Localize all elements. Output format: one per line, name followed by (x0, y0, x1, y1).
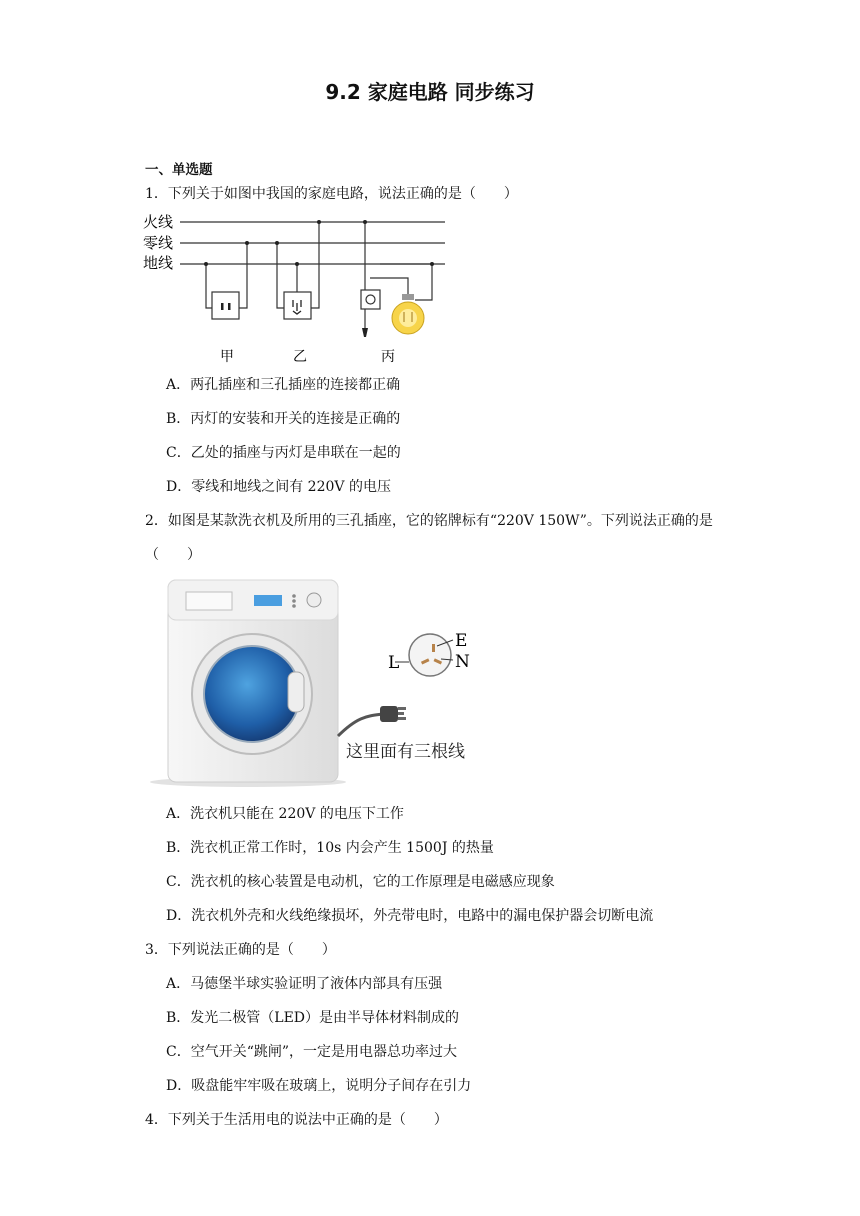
wire-label-neutral: 零线 (143, 234, 174, 252)
q2-option-d: D．洗衣机外壳和火线绝缘损坏，外壳带电时，电路中的漏电保护器会切断电流 (166, 908, 654, 924)
wire-label-live: 火线 (143, 213, 174, 231)
question-1-stem: 1．下列关于如图中我国的家庭电路，说法正确的是（ ） (145, 186, 518, 202)
sub-label-bing: 丙 (381, 349, 395, 365)
q3-option-a: A．马德堡半球实验证明了液体内部具有压强 (166, 976, 443, 992)
q1-option-d: D．零线和地线之间有 220V 的电压 (166, 479, 391, 495)
q2-option-c: C．洗衣机的核心装置是电动机，它的工作原理是电磁感应现象 (166, 874, 555, 890)
question-4-stem: 4．下列关于生活用电的说法中正确的是（ ） (145, 1112, 448, 1128)
question-2-stem: 2．如图是某款洗衣机及所用的三孔插座，它的铭牌标有“220V 150W”。下列说法正确的是（ ） (145, 513, 713, 563)
q1-option-c: C．乙处的插座与丙灯是串联在一起的 (166, 445, 401, 461)
three-hole-socket-icon (395, 634, 453, 676)
figure-caption: 这里面有三根线 (346, 742, 465, 762)
q1-option-a: A．两孔插座和三孔插座的连接都正确 (166, 377, 401, 393)
q3-option-d: D．吸盘能牢牢吸在玻璃上，说明分子间存在引力 (166, 1078, 472, 1094)
socket-label-n: N (455, 652, 470, 672)
socket-label-l: L (388, 653, 400, 673)
q2-option-a: A．洗衣机只能在 220V 的电压下工作 (166, 806, 404, 822)
sub-label-jia: 甲 (220, 349, 234, 365)
q3-option-c: C．空气开关“跳闸”，一定是用电器总功率过大 (166, 1044, 458, 1060)
question-3-stem: 3．下列说法正确的是（ ） (145, 942, 336, 958)
section-heading: 一、单选题 (145, 162, 213, 178)
socket-label-e: E (455, 631, 468, 651)
q3-option-b: B．发光二极管（LED）是由半导体材料制成的 (166, 1010, 460, 1026)
washing-machine-figure (148, 576, 488, 790)
circuit-diagram (140, 208, 460, 368)
sub-label-yi: 乙 (293, 349, 307, 365)
wire-label-earth: 地线 (143, 254, 174, 272)
plug-icon (380, 706, 406, 722)
q2-option-b: B．洗衣机正常工作时，10s 内会产生 1500J 的热量 (166, 840, 494, 856)
page-title: 9.2 家庭电路 同步练习 (325, 80, 535, 104)
q1-option-b: B．丙灯的安装和开关的连接是正确的 (166, 411, 401, 427)
